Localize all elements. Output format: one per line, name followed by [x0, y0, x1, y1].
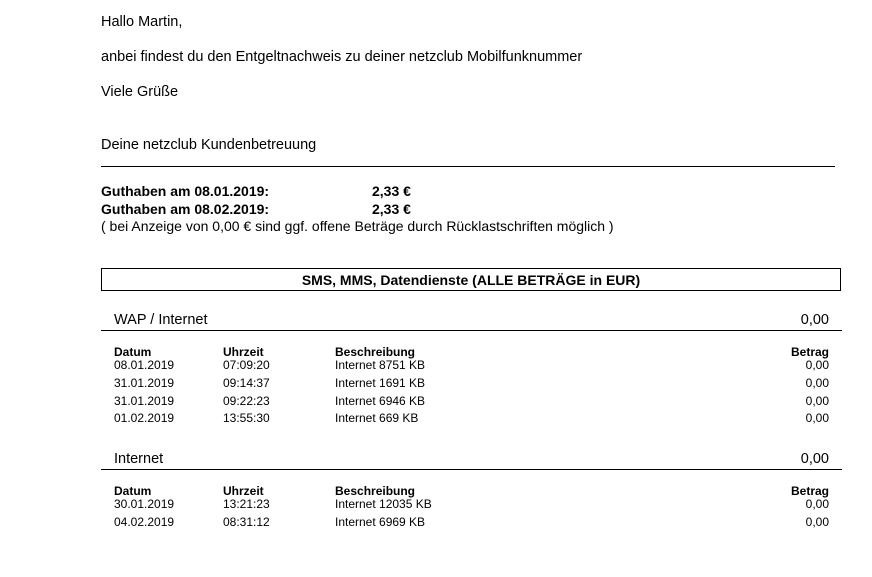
row-desc: Internet 6946 KB: [335, 394, 426, 408]
row-time: 08:31:12: [223, 515, 270, 529]
col-header-time: Uhrzeit: [223, 484, 264, 498]
row-amount: 0,00: [805, 376, 829, 390]
row-amount: 0,00: [805, 411, 829, 425]
balance-value-1: 2,33 €: [372, 183, 411, 199]
col-header-desc: Beschreibung: [335, 484, 416, 498]
row-date: 31.01.2019: [114, 376, 175, 390]
closing: Viele Grüße: [101, 84, 179, 100]
category-header: SMS, MMS, Datendienste (ALLE BETRÄGE in EUR): [101, 268, 841, 291]
section-total: 0,00: [800, 451, 829, 467]
row-time: 09:14:37: [223, 376, 270, 390]
row-date: 30.01.2019: [114, 497, 175, 511]
row-date: 31.01.2019: [114, 394, 175, 408]
balance-note: ( bei Anzeige von 0,00 € sind ggf. offene Beträge durch Rücklastschriften möglich ): [101, 218, 614, 234]
row-desc: Internet 669 KB: [335, 411, 419, 425]
row-amount: 0,00: [805, 358, 829, 372]
section-title: WAP / Internet: [114, 312, 208, 328]
greeting: Hallo Martin,: [101, 14, 183, 30]
row-amount: 0,00: [805, 394, 829, 408]
section-rule: [101, 330, 842, 331]
row-date: 04.02.2019: [114, 515, 175, 529]
row-date: 01.02.2019: [114, 411, 175, 425]
balance-value-2: 2,33 €: [372, 201, 411, 217]
col-header-desc: Beschreibung: [335, 345, 416, 359]
section-rule: [101, 469, 842, 470]
row-time: 13:21:23: [223, 497, 270, 511]
row-time: 13:55:30: [223, 411, 270, 425]
row-amount: 0,00: [805, 497, 829, 511]
row-desc: Internet 12035 KB: [335, 497, 432, 511]
row-time: 07:09:20: [223, 358, 270, 372]
balance-label-1: Guthaben am 08.01.2019:: [101, 183, 270, 199]
col-header-amount: Betrag: [790, 345, 829, 359]
section-title: Internet: [114, 451, 164, 467]
signature: Deine netzclub Kundenbetreuung: [101, 137, 317, 153]
row-date: 08.01.2019: [114, 358, 175, 372]
col-header-date: Datum: [114, 345, 152, 359]
intro-line: anbei findest du den Entgeltnachweis zu deiner netzclub Mobilfunknummer: [101, 49, 583, 65]
col-header-time: Uhrzeit: [223, 345, 264, 359]
row-time: 09:22:23: [223, 394, 270, 408]
row-desc: Internet 6969 KB: [335, 515, 426, 529]
row-desc: Internet 8751 KB: [335, 358, 426, 372]
balance-label-2: Guthaben am 08.02.2019:: [101, 201, 270, 217]
col-header-amount: Betrag: [790, 484, 829, 498]
row-desc: Internet 1691 KB: [335, 376, 426, 390]
section-total: 0,00: [800, 312, 829, 328]
divider: [101, 166, 835, 167]
col-header-date: Datum: [114, 484, 152, 498]
row-amount: 0,00: [805, 515, 829, 529]
